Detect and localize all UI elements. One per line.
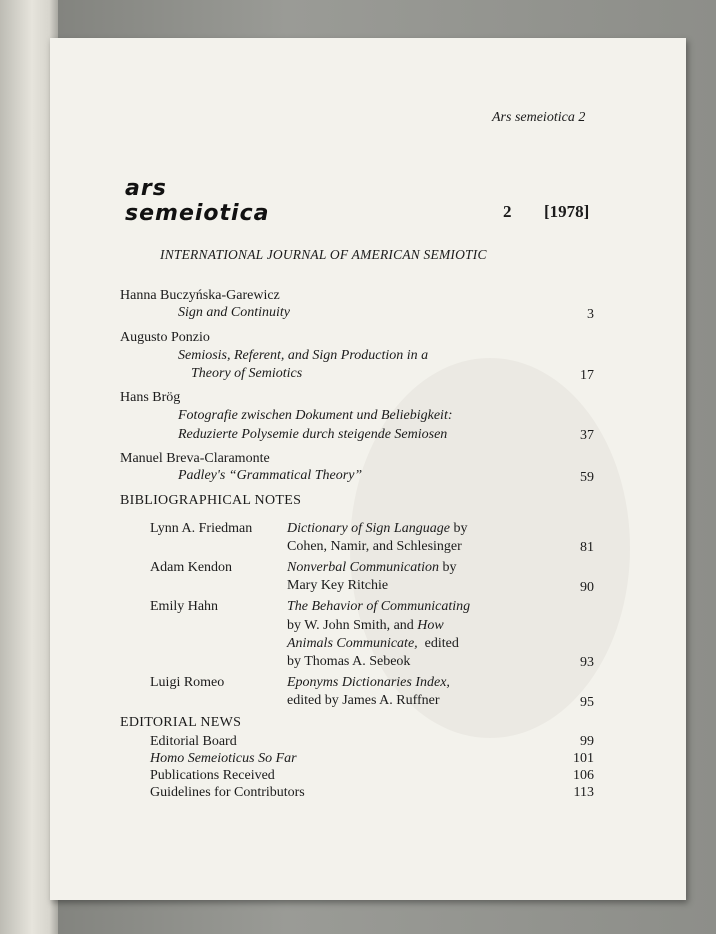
news-page: 101 — [573, 751, 594, 766]
note-reviewed-work-continued: by Thomas A. Sebeok — [287, 654, 411, 669]
note-reviewed-work-continued: by W. John Smith, and How — [287, 618, 444, 633]
article-page: 3 — [587, 307, 594, 322]
section-heading-editorial-news: EDITORIAL NEWS — [120, 715, 242, 730]
article-title-continued: Reduzierte Polysemie durch steigende Semiosen — [178, 427, 448, 442]
note-author: Adam Kendon — [150, 560, 233, 575]
news-item: Guidelines for Contributors — [150, 785, 305, 800]
note-reviewed-work-continued: Animals Communicate, edited — [287, 636, 459, 651]
article-title: Sign and Continuity — [178, 305, 290, 320]
article-author: Augusto Ponzio — [120, 330, 210, 345]
journal-subtitle: INTERNATIONAL JOURNAL OF AMERICAN SEMIOTIC — [160, 247, 487, 262]
article-page: 37 — [580, 428, 594, 443]
note-reviewed-work-continued: edited by James A. Ruffner — [287, 693, 440, 708]
article-page: 17 — [580, 368, 594, 383]
news-page: 99 — [580, 734, 594, 749]
news-item: Homo Semeioticus So Far — [150, 751, 297, 766]
note-reviewed-work: Nonverbal Communication by — [287, 560, 457, 575]
issue-year: [1978] — [544, 202, 590, 221]
issue-number: 2 — [503, 202, 512, 221]
article-title: Fotografie zwischen Dokument und Beliebigkeit: — [178, 408, 453, 423]
article-title-continued: Theory of Semiotics — [191, 366, 303, 381]
note-page: 90 — [580, 580, 594, 595]
article-author: Hans Brög — [120, 390, 181, 405]
article-author: Manuel Breva-Claramonte — [120, 451, 270, 466]
article-author: Hanna Buczyńska-Garewicz — [120, 288, 280, 303]
news-item: Publications Received — [150, 768, 275, 783]
note-author: Lynn A. Friedman — [150, 521, 253, 536]
logo-line-2: semeiotica — [125, 201, 270, 226]
note-page: 93 — [580, 655, 594, 670]
journal-page — [50, 38, 686, 900]
note-reviewed-work: Dictionary of Sign Language by — [287, 521, 468, 536]
note-author: Emily Hahn — [150, 599, 219, 614]
article-page: 59 — [580, 470, 594, 485]
article-title: Padley's “Grammatical Theory” — [178, 468, 363, 483]
news-page: 106 — [573, 768, 594, 783]
note-reviewed-work: Eponyms Dictionaries Index, — [287, 675, 450, 690]
news-item: Editorial Board — [150, 734, 237, 749]
note-reviewed-work-continued: Mary Key Ritchie — [287, 578, 389, 593]
note-author: Luigi Romeo — [150, 675, 225, 690]
note-page: 81 — [580, 540, 594, 555]
logo-line-1: ars — [125, 176, 167, 201]
note-reviewed-work: The Behavior of Communicating — [287, 599, 471, 614]
note-page: 95 — [580, 695, 594, 710]
running-header: Ars semeiotica 2 — [492, 110, 586, 125]
section-heading-bibliographical-notes: BIBLIOGRAPHICAL NOTES — [120, 493, 302, 508]
news-page: 113 — [573, 785, 594, 800]
article-title: Semiosis, Referent, and Sign Production in a — [178, 348, 429, 363]
note-reviewed-work-continued: Cohen, Namir, and Schlesinger — [287, 539, 462, 554]
